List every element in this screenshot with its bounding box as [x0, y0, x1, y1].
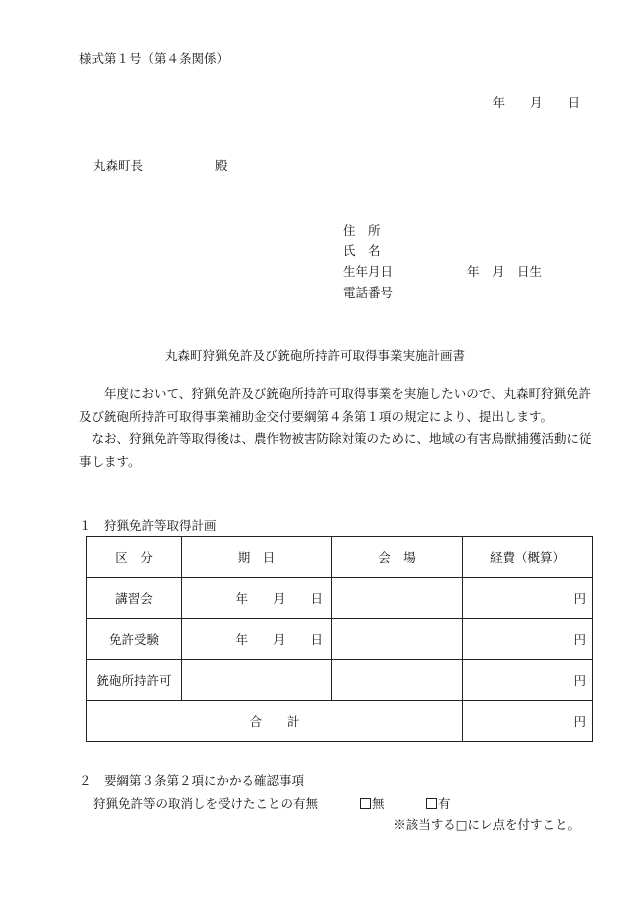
header-venue: 会 場: [332, 537, 463, 578]
row-category: 銃砲所持許可: [87, 660, 182, 701]
body-text: [79, 383, 599, 473]
header-date: 期 日: [182, 537, 332, 578]
option-none-label: 無: [372, 796, 385, 811]
document-title: 丸森町狩猟免許及び銃砲所持許可取得事業実施計画書: [164, 348, 465, 363]
section1-heading: １ 狩猟免許等取得計画: [79, 518, 217, 533]
form-number: 様式第１号（第４条関係）: [79, 51, 230, 66]
row-category: 講習会: [87, 578, 182, 619]
revocation-question: 狩猟免許等の取消しを受けたことの有無: [93, 796, 319, 811]
row-venue: [332, 660, 463, 701]
row-cost: 円: [463, 578, 593, 619]
phone-label: 電話番号: [343, 285, 394, 300]
table-row: [87, 660, 593, 701]
row-date: 年 月 日: [182, 619, 332, 660]
birthdate-value: 年 月 日生: [467, 264, 543, 279]
checkbox-none[interactable]: [360, 798, 371, 809]
total-cost: 円: [463, 701, 593, 742]
birthdate-label: 生年月日: [343, 264, 394, 279]
row-venue: [332, 619, 463, 660]
header-cost: 経費（概算）: [463, 537, 593, 578]
row-category: 免許受験: [87, 619, 182, 660]
body-paragraph-2: なお、狩猟免許等取得後は、農作物被害防除対策のために、地域の有害鳥獣捕獲活動に従事します。: [79, 431, 592, 469]
table-row: [87, 578, 593, 619]
row-cost: 円: [463, 619, 593, 660]
option-none[interactable]: [360, 794, 385, 812]
checkbox-yes[interactable]: [426, 798, 437, 809]
row-date: 年 月 日: [182, 578, 332, 619]
table-row: [87, 619, 593, 660]
body-paragraph-1: 年度において、狩猟免許及び銃砲所持許可取得事業を実施したいので、丸森町狩猟免許及び銃砲所持許可取得事業補助金交付要綱第４条第１項の規定により、提出します。: [79, 386, 592, 424]
name-label: 氏 名: [343, 243, 381, 258]
row-venue: [332, 578, 463, 619]
row-cost: 円: [463, 660, 593, 701]
option-yes-label: 有: [438, 796, 451, 811]
submission-date-line: 年 月 日: [492, 95, 580, 110]
option-yes[interactable]: [426, 794, 451, 812]
addressee-honorific: 殿: [215, 158, 228, 173]
row-date: [182, 660, 332, 701]
acquisition-plan-table: [86, 536, 593, 742]
checkbox-note: ※該当する□にレ点を付すこと。: [393, 817, 580, 832]
table-header-row: [87, 537, 593, 578]
addressee-title: 丸森町長: [93, 158, 144, 173]
table-total-row: [87, 701, 593, 742]
header-category: 区 分: [87, 537, 182, 578]
section2-heading: ２ 要綱第３条第２項にかかる確認事項: [79, 773, 305, 788]
total-label: 合 計: [87, 701, 463, 742]
address-label: 住 所: [343, 223, 381, 238]
